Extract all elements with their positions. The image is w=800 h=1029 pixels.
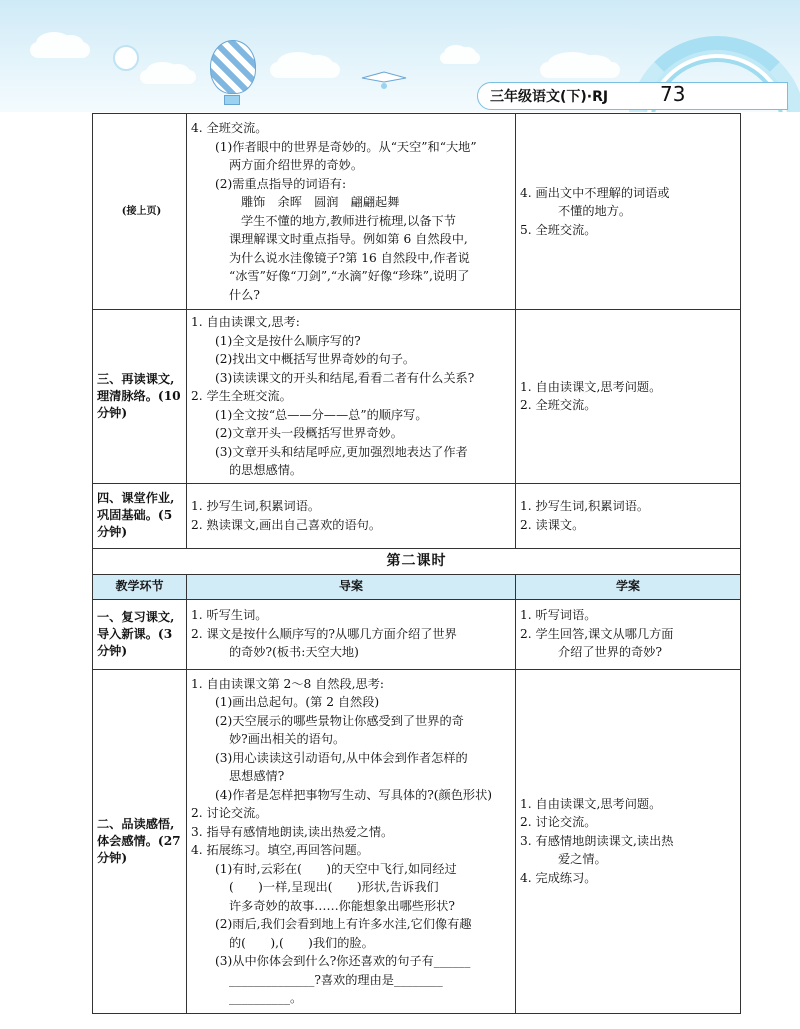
cloud-decoration [540,62,620,78]
study-cell [516,483,741,548]
guide-line: 4. 全班交流。 [191,121,268,135]
table-row [93,483,741,548]
guide-line: 学生不懂的地方,教师进行梳理,以备下节 [241,213,456,228]
guide-line: (2)需重点指导的词语有: [215,176,347,191]
study-line: 2. 读课文。 [520,517,585,532]
guide-line: 许多奇妙的故事……你能想象出哪些形状? [229,898,455,913]
guide-line: 2. 课文是按什么顺序写的?从哪几方面介绍了世界 [191,626,457,641]
guide-line: 2. 熟读课文,画出自己喜欢的语句。 [191,517,382,532]
guide-line: 妙?画出相关的语句。 [229,732,346,746]
guide-line: (1)有时,云彩在( )的天空中飞行,如同经过 [215,861,457,876]
study-line: 4. 完成练习。 [520,870,597,885]
guide-line: ______________?喜欢的理由是________ [229,972,443,987]
cloud-decoration [270,62,340,78]
section-title: 第二课时 [93,548,741,574]
guide-line: 1. 自由读课文,思考: [191,315,300,329]
guide-cell [187,669,516,1013]
study-cell [516,114,741,310]
step-cell: 四、课堂作业,巩固基础。(5 分钟) [93,483,187,548]
guide-line: 什么? [229,287,260,302]
guide-line: (1)全文按“总——分——总”的顺序写。 [215,407,428,422]
page-number: 73 [660,82,686,106]
guide-line: 2. 讨论交流。 [191,806,268,820]
cloud-decoration [140,70,196,84]
guide-cell [187,310,516,484]
guide-line: (2)雨后,我们会看到地上有许多水洼,它们像有趣 [215,917,472,931]
step-cell: (接上页) [93,114,187,310]
guide-line: (3)从中你体会到什么?你还喜欢的句子有______ [215,954,471,968]
table-row [93,669,741,1013]
guide-line: 两方面介绍世界的奇妙。 [229,158,364,172]
column-header-step: 教学环节 [93,574,187,599]
study-line: 1. 自由读课文,思考问题。 [520,796,662,811]
guide-line: (2)找出文中概括写世界奇妙的句子。 [215,352,416,366]
guide-line: 的奇妙?(板书:天空大地) [229,645,359,660]
study-line: 介绍了世界的奇妙? [558,645,663,660]
study-line: 1. 自由读课文,思考问题。 [520,379,662,394]
guide-line: “冰雪”好像“刀剑”,“水滴”好像“珍珠”,说明了 [229,269,470,283]
guide-cell [187,599,516,669]
step-cell: 三、再读课文,理清脉络。(10 分钟) [93,310,187,484]
table-row [93,114,741,310]
guide-line: 雕饰 余晖 圆润 翩翩起舞 [241,195,400,209]
study-cell [516,669,741,1013]
study-line: 3. 有感情地朗读课文,读出热 [520,833,674,848]
book-title: 三年级语文(下)·RJ [490,89,609,105]
study-line: 2. 全班交流。 [520,398,597,413]
column-header-guide: 导案 [187,574,516,599]
cloud-decoration [30,42,90,58]
sun-icon [113,45,139,71]
guide-line: ( )一样,呈现出( )形状,告诉我们 [229,880,439,894]
column-header-study: 学案 [516,574,741,599]
guide-line: 1. 听写生词。 [191,608,268,623]
guide-line: (3)读读课文的开头和结尾,看看二者有什么关系? [215,370,475,385]
guide-line: (1)画出总起句。(第 2 自然段) [215,695,380,709]
study-line: 1. 抄写生词,积累词语。 [520,499,650,513]
table-row [93,599,741,669]
hang-glider-icon [360,70,408,92]
study-line: 5. 全班交流。 [520,222,597,237]
guide-line: 1. 抄写生词,积累词语。 [191,499,321,513]
guide-line: 课理解课文时重点指导。例如第 6 自然段中, [229,232,468,246]
guide-line: (1)全文是按什么顺序写的? [215,333,361,348]
page-header [0,0,800,112]
part1-body [93,114,741,549]
step-cell: 二、品读感悟,体会感情。(27 分钟) [93,669,187,1013]
guide-line: (1)作者眼中的世界是奇妙的。从“天空”和“大地” [215,139,477,154]
guide-cell [187,114,516,310]
study-line: 不懂的地方。 [558,204,632,219]
guide-line: (2)文章开头一段概括写世界奇妙。 [215,426,403,440]
guide-cell [187,483,516,548]
study-line: 4. 画出文中不理解的词语或 [520,185,670,200]
table-row [93,310,741,484]
cloud-decoration [440,52,480,64]
guide-line: 的( ),( )我们的脸。 [229,935,374,950]
step-cell: 一、复习课文,导入新课。(3 分钟) [93,599,187,669]
guide-line: __________。 [229,991,303,1005]
study-cell [516,310,741,484]
guide-line: (4)作者是怎样把事物写生动、写具体的?(颜色形状) [215,787,493,802]
hot-air-balloon-icon [210,40,256,94]
part2-body [93,599,741,1013]
guide-line: (3)文章开头和结尾呼应,更加强烈地表达了作者 [215,444,468,459]
study-line: 2. 学生回答,课文从哪几方面 [520,626,674,641]
section-title-row [93,548,741,574]
balloon-basket-icon [224,95,240,105]
study-cell [516,599,741,669]
guide-line: 3. 指导有感情地朗读,读出热爱之情。 [191,824,394,839]
guide-line: 1. 自由读课文第 2～8 自然段,思考: [191,676,384,691]
guide-line: 为什么说水洼像镜子?第 16 自然段中,作者说 [229,250,470,265]
study-line: 爱之情。 [558,852,607,867]
study-line: 1. 听写词语。 [520,608,597,623]
lesson-plan-table [92,113,741,1014]
guide-line: (3)用心读读这引动语句,从中体会到作者怎样的 [215,750,468,765]
guide-line: 的思想感情。 [229,463,303,477]
column-header-row [93,574,741,599]
guide-line: 4. 拓展练习。填空,再回答问题。 [191,843,369,857]
guide-line: 思想感情? [229,769,285,783]
study-line: 2. 讨论交流。 [520,815,597,830]
guide-line: 2. 学生全班交流。 [191,389,292,403]
guide-line: (2)天空展示的哪些景物让你感受到了世界的奇 [215,713,464,728]
